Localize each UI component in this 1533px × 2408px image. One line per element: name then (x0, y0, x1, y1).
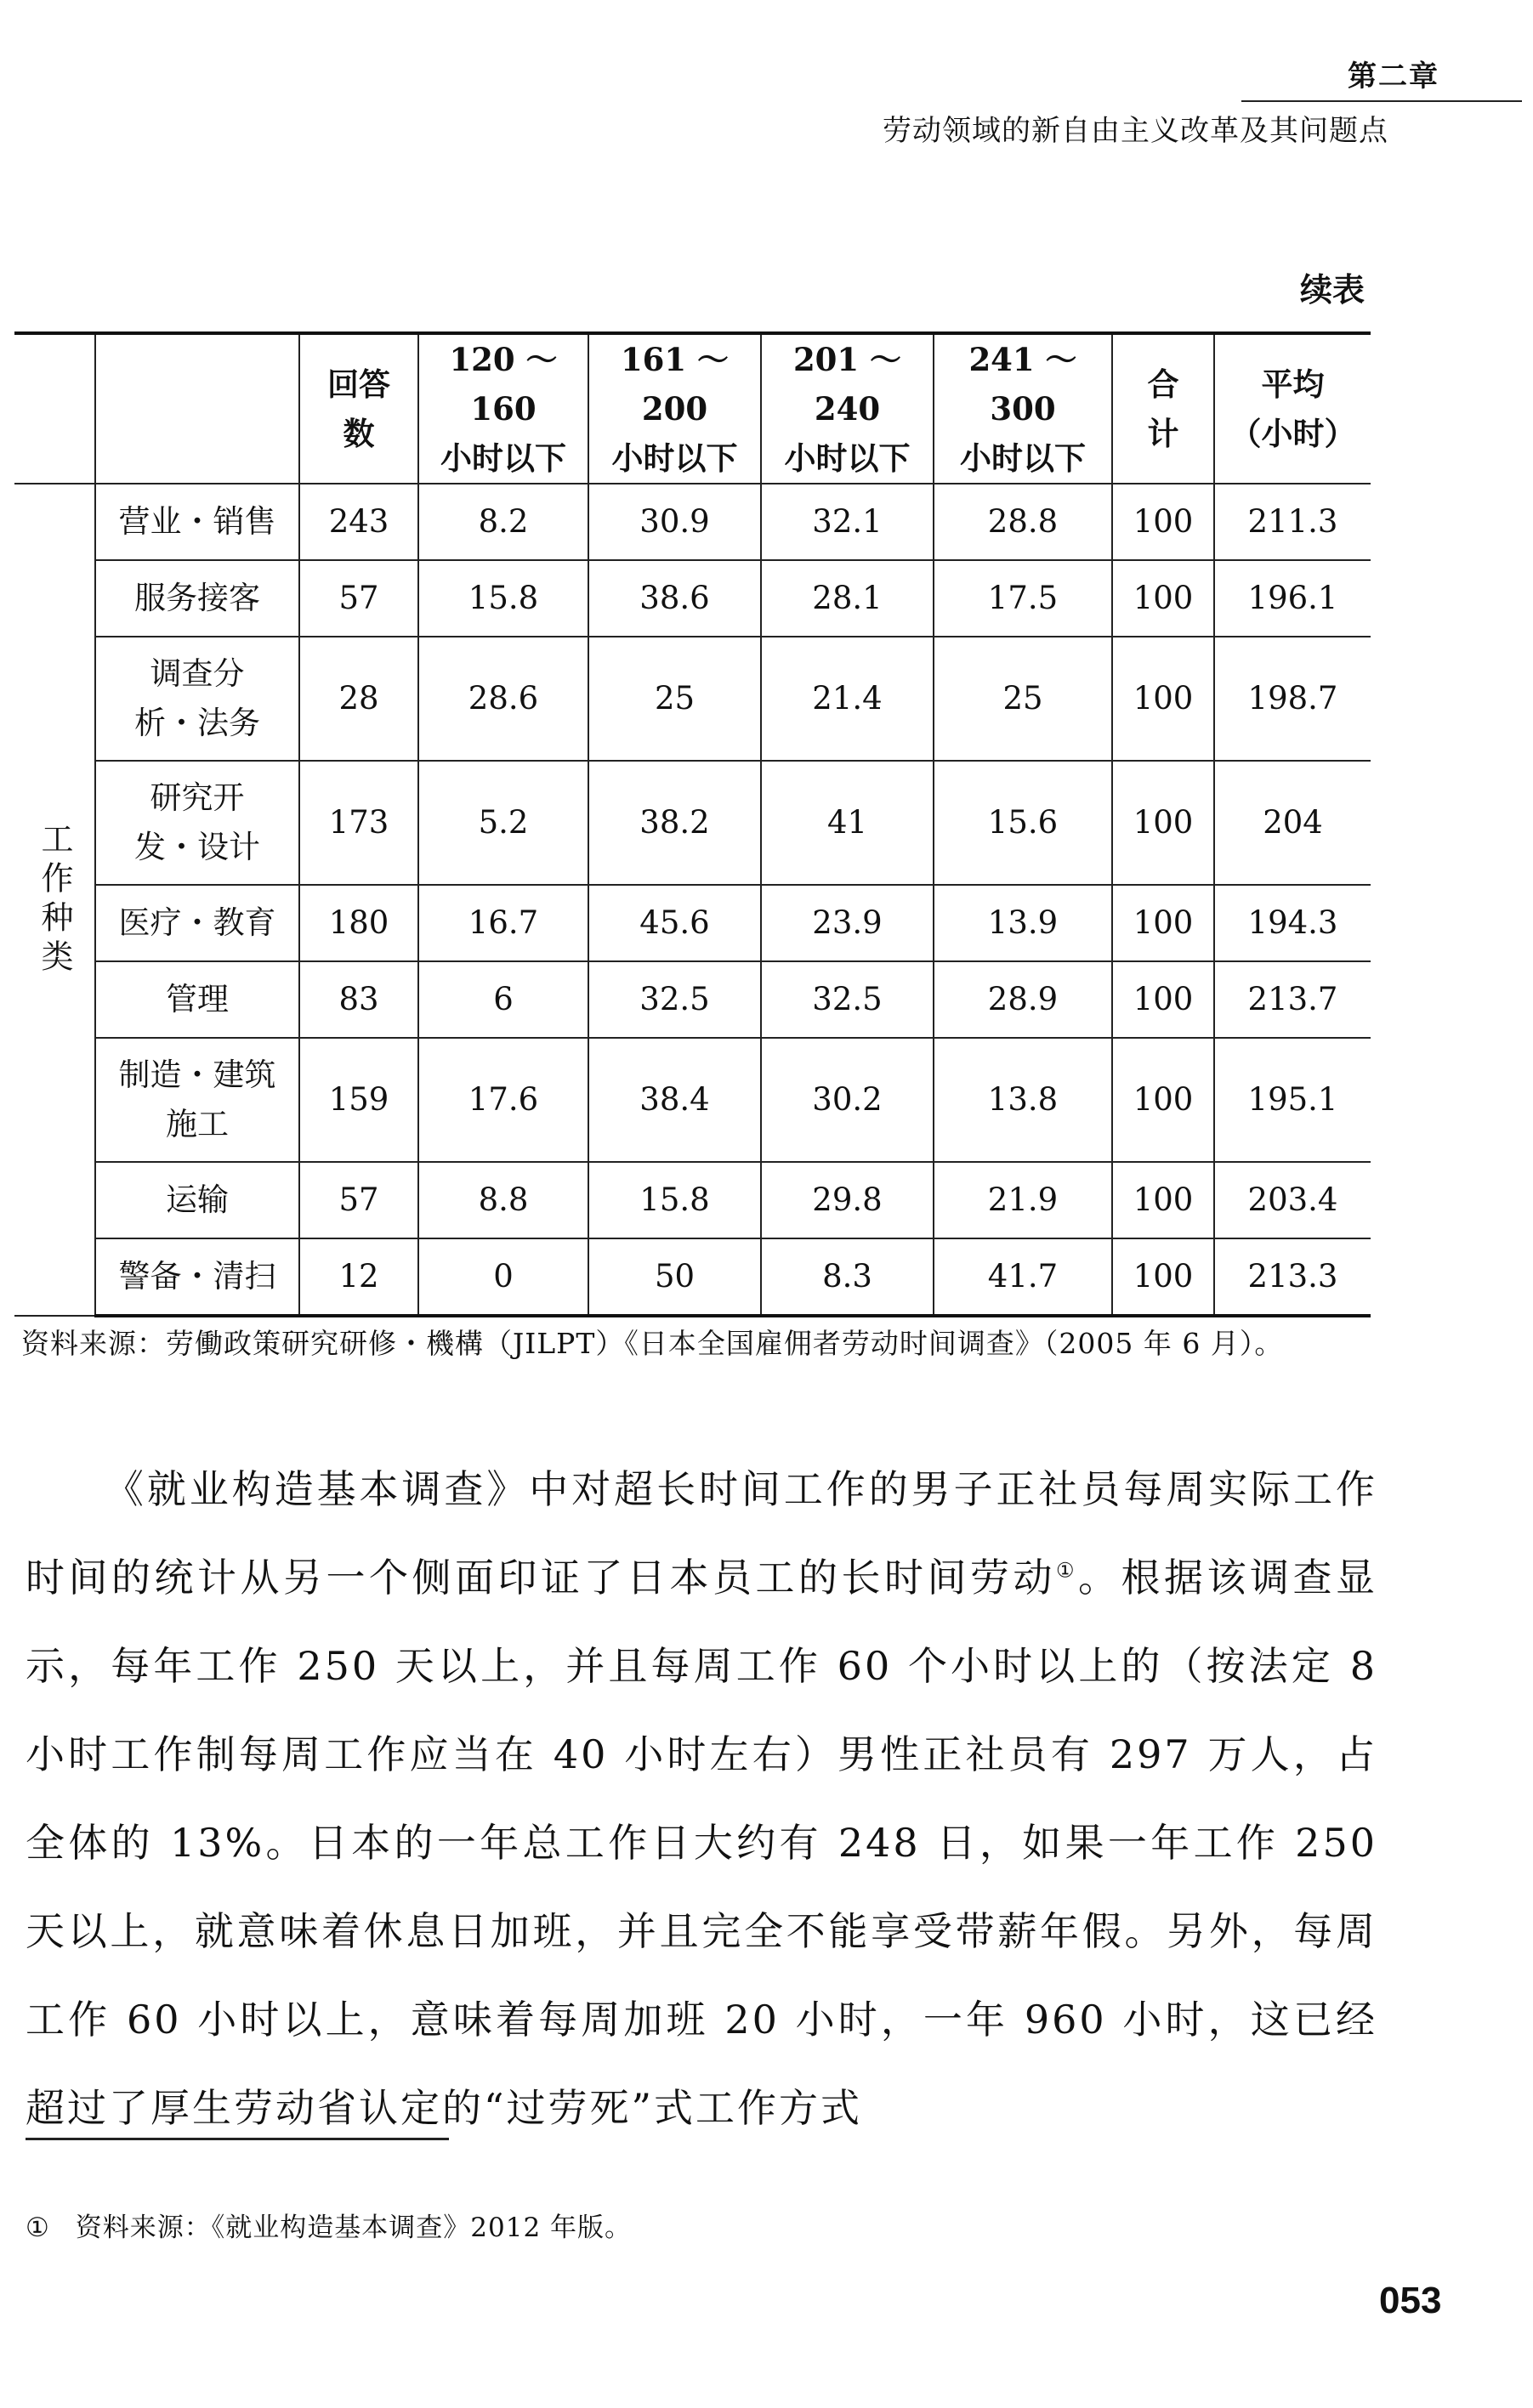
column-header-line: 小时以下 (611, 439, 738, 477)
table-cell: 100 (1112, 637, 1214, 761)
column-header-line: 数 (343, 415, 375, 452)
table-cell: 21.4 (761, 637, 934, 761)
row-category (95, 1162, 299, 1238)
footnote-reference[interactable]: ① (1056, 1558, 1079, 1583)
continued-table-label: 续表 (1299, 270, 1365, 309)
header-rule (1241, 100, 1522, 102)
table-cell: 195.1 (1214, 1038, 1371, 1162)
table-source-note: 资料来源：劳働政策研究研修・機構（JILPT）《日本全国雇佣者劳动时间调查》（2005 年 6 月）。 (21, 1327, 1284, 1360)
row-category-line: 制造・建筑 (118, 1057, 276, 1093)
table-cell: 41.7 (934, 1238, 1112, 1316)
row-category (95, 1038, 299, 1162)
column-header-line: 小时以下 (440, 439, 566, 477)
table-cell: 0 (418, 1238, 588, 1316)
table-cell: 196.1 (1214, 560, 1371, 637)
column-header-line: 161 ～ 200 (620, 341, 730, 428)
table-cell: 13.9 (934, 885, 1112, 961)
table-cell: 100 (1112, 560, 1214, 637)
chapter-title: 第二章 (1348, 59, 1439, 93)
table-row (14, 761, 1371, 885)
paragraph-text-part1: 《就业构造基本调查》中对超长时间工作的男子正社员每周实际工作时间的统计从另一个侧面印证了日本员工的长时间劳动 (26, 1466, 1377, 1601)
footnote (26, 2206, 632, 2244)
table-cell: 32.5 (761, 961, 934, 1038)
column-header-line: 241 ～ 300 (968, 341, 1077, 428)
column-header-line: （小时） (1229, 415, 1356, 452)
row-category (95, 761, 299, 885)
column-header-line: 回答 (327, 365, 390, 403)
table-cell: 100 (1112, 761, 1214, 885)
table-cell: 41 (761, 761, 934, 885)
table-cell: 243 (299, 484, 418, 560)
table-cell: 45.6 (588, 885, 761, 961)
column-header-line: 计 (1147, 415, 1179, 452)
table-row (14, 637, 1371, 761)
column-header-line: 小时以下 (960, 439, 1086, 477)
table-row (14, 560, 1371, 637)
row-category-line: 施工 (166, 1106, 229, 1142)
table-cell: 211.3 (1214, 484, 1371, 560)
table-row (14, 961, 1371, 1038)
table-cell: 5.2 (418, 761, 588, 885)
table-cell: 203.4 (1214, 1162, 1371, 1238)
table-cell: 15.8 (418, 560, 588, 637)
row-category-line: 医疗・教育 (118, 904, 276, 941)
table-cell: 15.6 (934, 761, 1112, 885)
footnote-rule (26, 2138, 449, 2140)
hours-table (14, 331, 1371, 1317)
page-number: 053 (1379, 2280, 1442, 2321)
column-header (588, 333, 761, 484)
table-cell: 213.7 (1214, 961, 1371, 1038)
column-header-line: 合 (1147, 365, 1179, 403)
row-category-line: 营业・销售 (118, 503, 276, 540)
row-category (95, 560, 299, 637)
row-category (95, 484, 299, 560)
table-cell: 100 (1112, 1238, 1214, 1316)
table-cell: 29.8 (761, 1162, 934, 1238)
table-cell: 100 (1112, 484, 1214, 560)
table-cell: 21.9 (934, 1162, 1112, 1238)
table-row (14, 484, 1371, 560)
table-cell: 50 (588, 1238, 761, 1316)
row-category-line: 研究开 (150, 779, 245, 816)
table-cell: 100 (1112, 1162, 1214, 1238)
column-header (1112, 333, 1214, 484)
row-category-line: 运输 (166, 1181, 229, 1218)
column-header-line: 小时以下 (784, 439, 911, 477)
table-cell: 38.4 (588, 1038, 761, 1162)
column-header (761, 333, 934, 484)
table-cell: 28 (299, 637, 418, 761)
table-cell: 38.2 (588, 761, 761, 885)
column-header (299, 333, 418, 484)
column-header-line: 平均 (1261, 365, 1325, 403)
table-cell: 100 (1112, 1038, 1214, 1162)
table-cell: 100 (1112, 961, 1214, 1038)
table-cell: 6 (418, 961, 588, 1038)
table-cell: 25 (588, 637, 761, 761)
row-category-line: 服务接客 (134, 580, 260, 616)
row-category (95, 885, 299, 961)
column-header (1214, 333, 1371, 484)
chapter-subtitle: 劳动领域的新自由主义改革及其问题点 (883, 114, 1388, 148)
table-cell: 16.7 (418, 885, 588, 961)
table-row (14, 1162, 1371, 1238)
table-cell: 194.3 (1214, 885, 1371, 961)
table-cell: 25 (934, 637, 1112, 761)
table-row (14, 1038, 1371, 1162)
row-category (95, 637, 299, 761)
row-category-line: 警备・清扫 (118, 1258, 276, 1295)
row-category (95, 1238, 299, 1316)
table-cell: 32.5 (588, 961, 761, 1038)
table-cell: 28.8 (934, 484, 1112, 560)
table-header-row (14, 333, 1371, 484)
table-cell: 8.8 (418, 1162, 588, 1238)
table-cell: 57 (299, 560, 418, 637)
column-header (934, 333, 1112, 484)
row-category-line: 管理 (166, 981, 229, 1017)
table-cell: 23.9 (761, 885, 934, 961)
table-cell: 198.7 (1214, 637, 1371, 761)
body-paragraph (26, 1445, 1377, 2152)
column-header-line: 120 ～ 160 (449, 341, 558, 428)
table-cell: 17.5 (934, 560, 1112, 637)
table-cell: 57 (299, 1162, 418, 1238)
table-cell: 13.8 (934, 1038, 1112, 1162)
row-category-line: 调查分 (150, 655, 245, 692)
table-row (14, 885, 1371, 961)
row-category-line: 析・法务 (134, 705, 260, 741)
header-corner-group (14, 333, 95, 484)
table-cell: 15.8 (588, 1162, 761, 1238)
row-group-label: 工作种类 (14, 484, 95, 1316)
table-cell: 204 (1214, 761, 1371, 885)
table-cell: 180 (299, 885, 418, 961)
table-cell: 8.2 (418, 484, 588, 560)
table-cell: 8.3 (761, 1238, 934, 1316)
row-category-line: 发・设计 (134, 829, 260, 865)
table-cell: 159 (299, 1038, 418, 1162)
paragraph-text-part2: 。根据该调查显示，每年工作 250 天以上，并且每周工作 60 个小时以上的（按法定 8 小时工作制每周工作应当在 40 小时左右）男性正社员有 297 万人，占全体的 13%。日本的一年总工作日大约有 248 日，如果一年工作 250 天以上，就意味着休息日加班，并且完全不能享受带薪年假。另外，每周工作 60 小时以上，意味着每周加班 20 小时，一年 960 小时，这已经超过了厚生劳动省认定的“过劳死”式工作方式 (26, 1555, 1378, 2131)
table-cell: 30.9 (588, 484, 761, 560)
table-cell: 173 (299, 761, 418, 885)
table-cell: 83 (299, 961, 418, 1038)
table-cell: 28.1 (761, 560, 934, 637)
column-header (418, 333, 588, 484)
table-row (14, 1238, 1371, 1316)
column-header-line: 201 ～ 240 (792, 341, 902, 428)
table-cell: 17.6 (418, 1038, 588, 1162)
table-cell: 28.9 (934, 961, 1112, 1038)
table-cell: 12 (299, 1238, 418, 1316)
header-corner-category (95, 333, 299, 484)
row-category (95, 961, 299, 1038)
table-cell: 100 (1112, 885, 1214, 961)
table-cell: 32.1 (761, 484, 934, 560)
footnote-text: 资料来源：《就业构造基本调查》2012 年版。 (75, 2213, 633, 2243)
footnote-marker: ① (26, 2213, 50, 2243)
table-cell: 30.2 (761, 1038, 934, 1162)
table-cell: 38.6 (588, 560, 761, 637)
table-cell: 28.6 (418, 637, 588, 761)
table-cell: 213.3 (1214, 1238, 1371, 1316)
